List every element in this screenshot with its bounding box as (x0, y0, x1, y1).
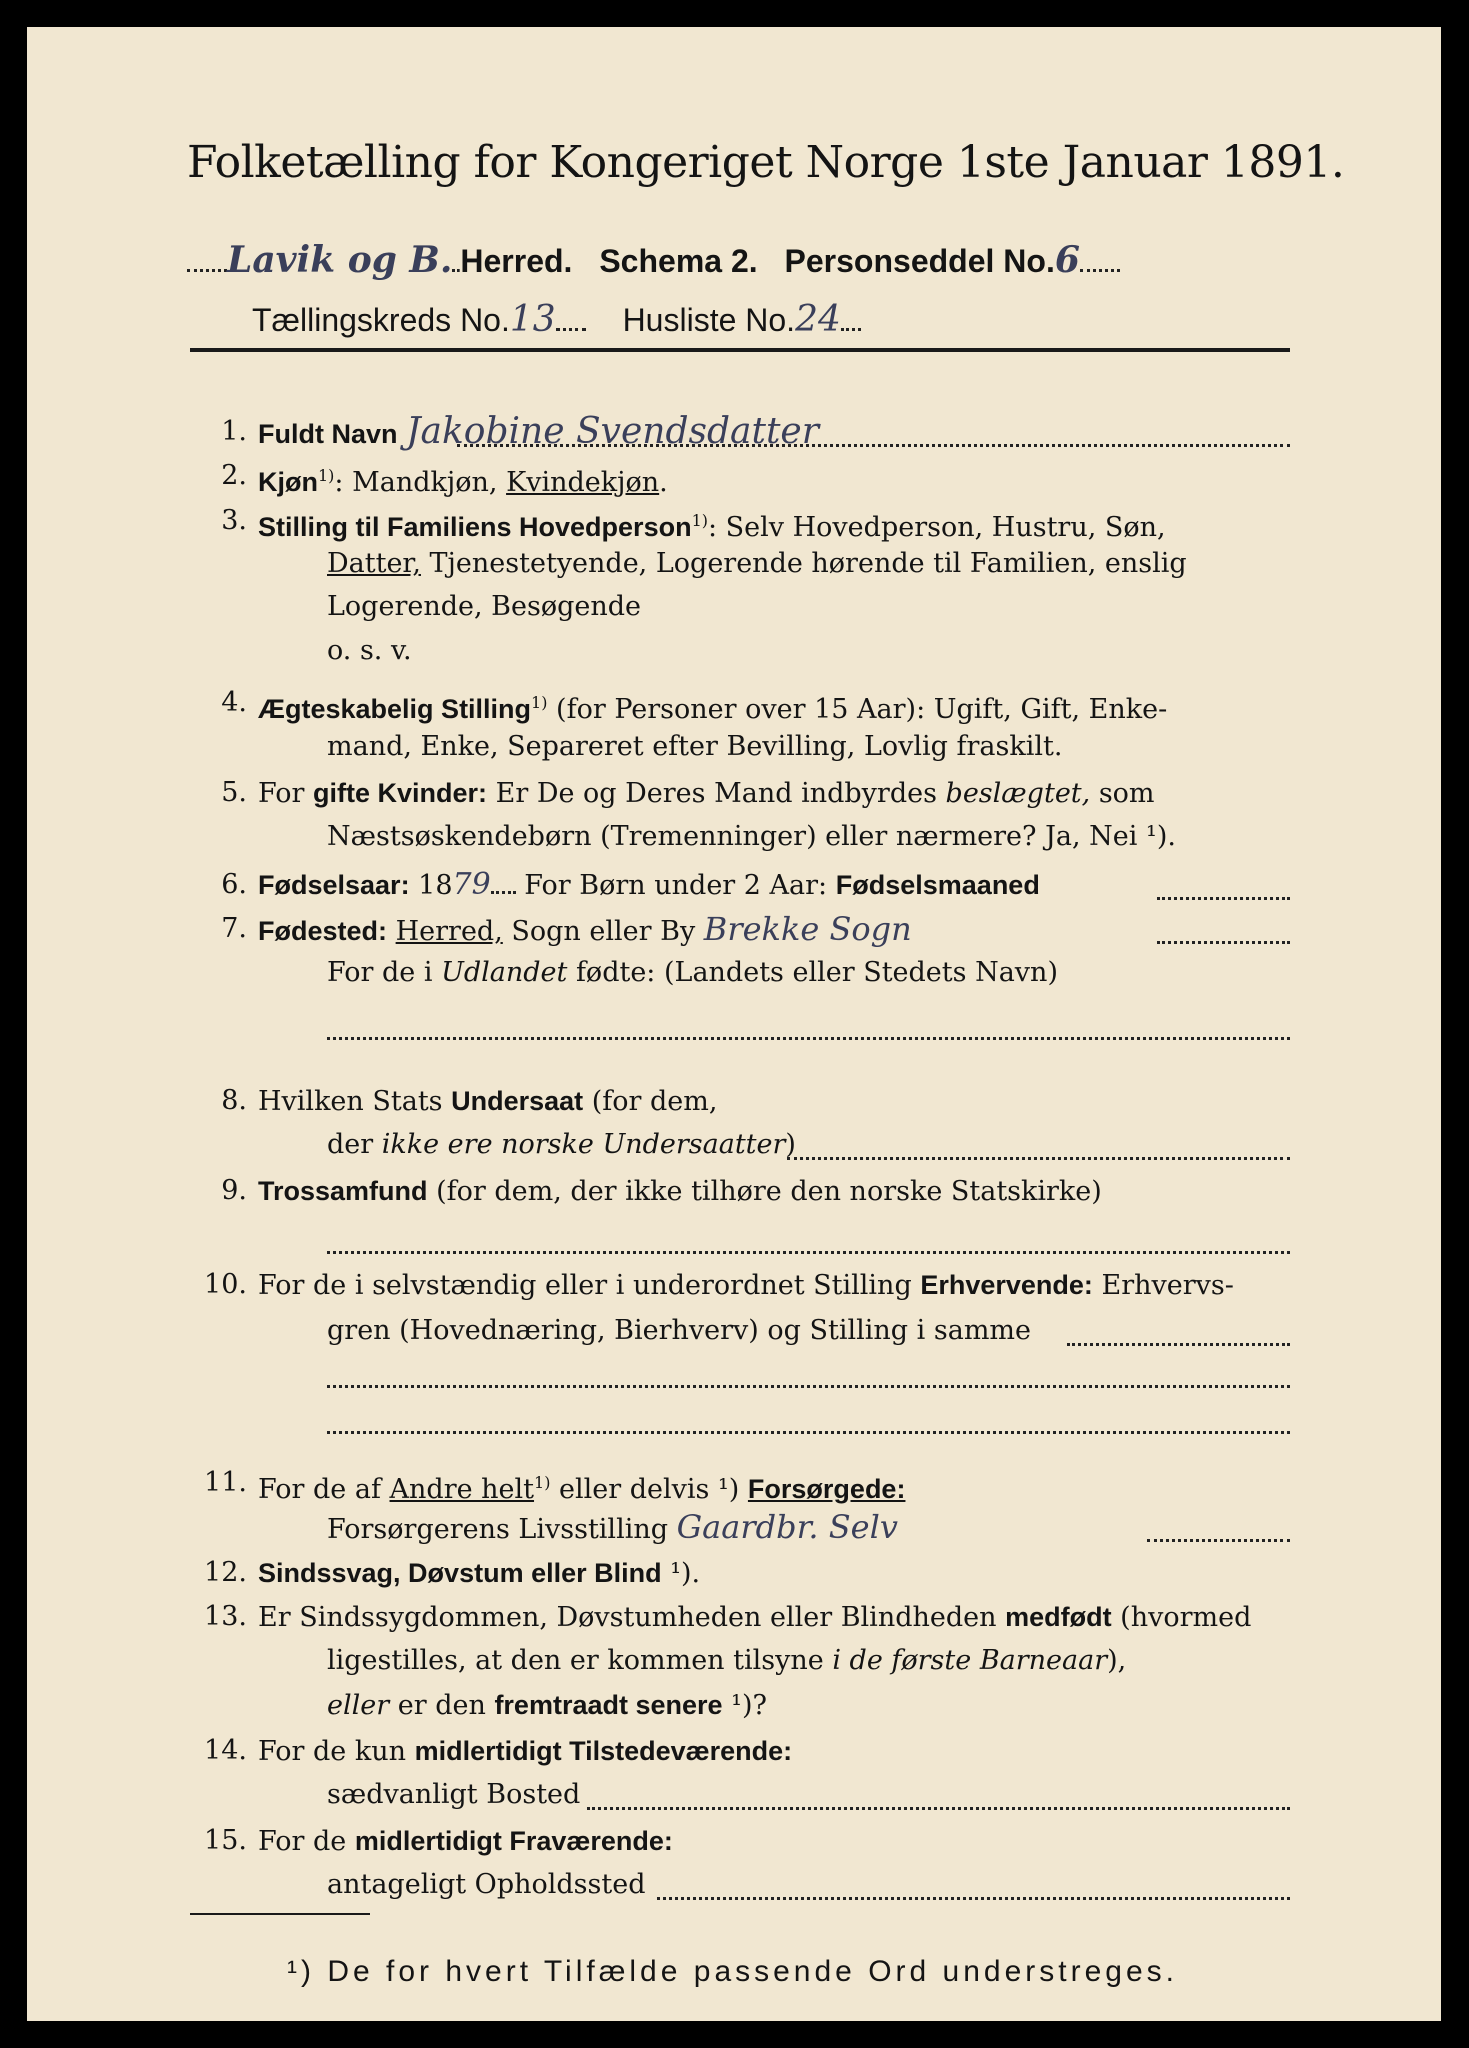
footnote-rule (190, 1913, 370, 1915)
personseddel-handwriting: 6 (1054, 239, 1080, 281)
question-8: 8. Hvilken Stats Undersaat (for dem, (221, 1085, 718, 1117)
question-1: 1. Fuldt Navn Jakobine Svendsdatter (27, 412, 1441, 452)
provider-handwriting: Gaardbr. Selv (676, 1508, 898, 1546)
question-7: 7. Fødested: Herred, Sogn eller By Brekke Sogn (27, 909, 1441, 949)
question-5: 5. For gifte Kvinder: Er De og Deres Mand indbyrdes beslægtet, som (221, 777, 1155, 809)
name-handwriting: Jakobine Svendsdatter (406, 411, 819, 452)
personseddel-label: Personseddel No. (784, 243, 1055, 279)
herred-line (187, 239, 1120, 281)
question-13: 13. Er Sindssygdommen, Døvstumheden eller Blindheden medfødt (hvormed (204, 1601, 1252, 1633)
schema-label: Schema 2. (599, 243, 758, 279)
question-14: 14. For de kun midlertidigt Tilstedeværende: (204, 1735, 793, 1767)
form-title: Folketælling for Kongeriget Norge 1ste Januar 1891. (187, 137, 1345, 188)
question-11: 11. For de af Andre helt$^{1)}$ eller delvis ¹) Forsørgede: (204, 1467, 906, 1505)
krets-line (252, 299, 861, 340)
krets-label: Tællingskreds No. (252, 302, 510, 338)
birth-year-handwriting: 79 (452, 867, 491, 902)
herred-label: Herred. (460, 243, 573, 279)
question-10: 10. For de i selvstændig eller i underordnet Stilling Erhvervende: Erhvervs- (204, 1269, 1234, 1301)
birthplace-handwriting: Brekke Sogn (703, 910, 912, 948)
krets-handwriting: 13 (509, 299, 556, 340)
question-15: 15. For de midlertidigt Fraværende: (204, 1825, 673, 1857)
census-form: Folketælling for Kongeriget Norge 1ste Januar 1891. Lavik og B. Herred. Schema 2. Personseddel No.6 Tællingskreds No.13 Husliste No.24 1. Fuldt Navn Jakobine Svendsdatter 2. Kjøn$^{1)}$: Mandkjøn, Kvindekjøn. 3. Stilling til Familiens Hovedperson$^{1)}$: Selv Hovedperson, Hustru, Søn, Datter, Tjenestetyende, Logerende hørende til Familien, enslig Logerende, Besøgende o. s. v. 4. Ægteskabelig Stilling$^{1)}$ (for Personer over 15 Aar): Ugift, Gift, Enke- mand, Enke, Separeret efter Bevilling, Lovlig fraskilt. 5. For gifte Kvinder: Er De og Deres Mand indbyrdes beslægtet, som Næstsøskendebørn (Tremenninger) eller nærmere? Ja, Nei ¹). 6. Fødselsaar: 1879 For Børn under 2 Aar: Fødselsmaaned 7. Fødested: Herred, Sogn eller By Brekke Sogn For de i Udlandet fødte: (Landets eller Stedets Navn) 8. Hvilken Stats Undersaat (for dem, der ikke ere norske Undersaatter) 9. Trossamfund (for dem, der ikke tilhøre den norske Statskirke) 10. For de i selvstændig eller i underordnet Stilling Erhvervende: Erhvervs- gren (Hovednæring, Bierhverv) og Stilling i samme 11. For de af Andre helt$^{1)}$ eller delvis ¹) Forsørgede: Forsørgerens Livsstilling Gaardbr. Selv 12. Sindssvag, Døvstum eller Blind ¹). 13. Er Sindssygdommen, Døvstumheden eller Blindheden medfødt (hvormed ligestilles, at den er kommen tilsyne i de første Barneaar), eller er den fremtraadt senere ¹)? 14. For de kun midlertidigt Tilstedeværende: sædvanligt Bosted 15. For de midlertidigt Fraværende: antageligt Opholdssted ¹) De for hvert Tilfælde passende Ord understreges. (27, 27, 1441, 2021)
header-rule (190, 348, 1290, 352)
question-12: 12. Sindssvag, Døvstum eller Blind ¹). (204, 1557, 701, 1589)
question-6: 6. Fødselsaar: 1879 For Børn under 2 Aar: Fødselsmaaned (27, 865, 1441, 905)
herred-handwriting: Lavik og B. (227, 239, 453, 281)
question-2: 2. Kjøn$^{1)}$: Mandkjøn, Kvindekjøn. (221, 460, 668, 498)
footnote: ¹) De for hvert Tilfælde passende Ord understreges. (287, 1955, 1178, 1988)
husliste-handwriting: 24 (795, 299, 841, 340)
question-3: 3. Stilling til Familiens Hovedperson$^{1)}$: Selv Hovedperson, Hustru, Søn, (221, 505, 1166, 543)
question-9: 9. Trossamfund (for dem, der ikke tilhøre den norske Statskirke) (221, 1175, 1102, 1207)
husliste-label: Husliste No. (622, 302, 796, 338)
question-4: 4. Ægteskabelig Stilling$^{1)}$ (for Personer over 15 Aar): Ugift, Gift, Enke- (221, 687, 1168, 725)
